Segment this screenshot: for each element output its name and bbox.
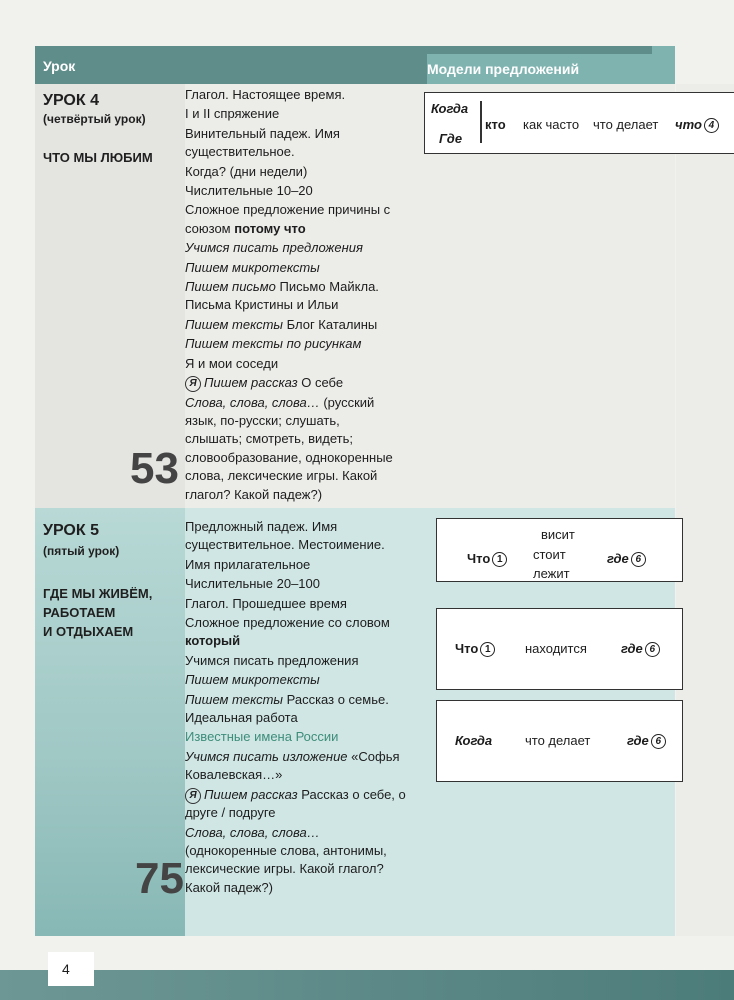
lesson-5-page-number: 75 [135, 854, 184, 903]
case-6-icon: 6 [645, 642, 660, 657]
model-how-often: как часто [523, 117, 580, 132]
content-line: Глагол. Настоящее время. [185, 87, 346, 102]
model-verb-lies: лежит [533, 566, 570, 581]
model-divider [480, 101, 482, 143]
content-line: Слова, слова, слова… (однокоренные слова, антонимы, лексические игры. Какой глагол? Какой падеж?) [185, 824, 387, 895]
content-line: Пишем тексты Блог Каталины [185, 316, 378, 332]
content-line: Я Пишем рассказ Рассказ о себе, о друге / подруге [185, 786, 406, 821]
model-does-what: что делает [593, 117, 659, 132]
content-line: Сложное предложение со словом который [185, 615, 390, 649]
model-what: Что 1 [455, 641, 495, 657]
content-line: Сложное предложение причины с союзом потому что [185, 202, 391, 236]
lesson-5-sentence-model-1 [436, 518, 683, 582]
header-models-label: Модели предложений [427, 61, 580, 77]
page-footer-bar [0, 970, 734, 1000]
content-line: Пишем тексты по рисункам [185, 336, 362, 352]
lesson-4-subtitle: (четвёртый урок) [43, 112, 146, 126]
content-line: Я и мои соседи [185, 355, 279, 371]
content-line: Числительные 20–100 [185, 576, 320, 592]
lesson-4-page-number: 53 [130, 444, 179, 493]
content-line: Пишем тексты Рассказ о семье. Идеальная работа [185, 691, 389, 726]
content-line: I и II спряжение [185, 106, 280, 122]
lesson-5-sentence-model-3 [436, 700, 683, 782]
self-icon: Я [185, 376, 201, 392]
content-line: Имя прилагательное [185, 556, 311, 572]
case-1-icon: 1 [492, 552, 507, 567]
lesson-5-subtitle: (пятый урок) [43, 544, 120, 558]
adjacent-page-edge [676, 84, 734, 936]
lesson-5-theme: ГДЕ МЫ ЖИВЁМ, РАБОТАЕМ И ОТДЫХАЕМ [43, 586, 153, 639]
case-1-icon: 1 [480, 642, 495, 657]
model-where: где 6 [627, 733, 666, 749]
model-what: что 4 [675, 117, 719, 133]
model-when: Когда [431, 101, 469, 116]
model-where: Где [439, 131, 463, 146]
lesson-4-theme: ЧТО МЫ ЛЮБИМ [43, 150, 153, 165]
content-line: Предложный падеж. Имя существительное. Местоимение. [185, 519, 385, 553]
page-number: 4 [48, 952, 94, 986]
content-line: Пишем микротексты [185, 672, 320, 688]
content-line: Винительный падеж. Имя существительное. [185, 125, 340, 160]
model-what: Что 1 [467, 551, 507, 567]
model-where: где 6 [621, 641, 660, 657]
content-line: Известные имена России [185, 729, 339, 745]
case-6-icon: 6 [651, 734, 666, 749]
lesson-5-sentence-model-2 [436, 608, 683, 690]
model-verb-hangs: висит [541, 527, 575, 542]
lesson-4-sentence-model [424, 92, 734, 154]
lesson-4-title: УРОК 4 [43, 92, 99, 109]
header-edge [652, 46, 675, 84]
content-line: Учимся писать предложения [185, 652, 359, 668]
content-line: Числительные 10–20 [185, 183, 313, 199]
case-6-icon: 6 [631, 552, 646, 567]
lesson-5-content [185, 518, 410, 898]
content-line: Пишем микротексты [185, 259, 320, 275]
content-line: Пишем письмо Письмо Майкла. Письма Кристины и Ильи [185, 279, 379, 313]
content-line: Учимся писать предложения [185, 240, 363, 256]
lesson-5-title: УРОК 5 [43, 522, 99, 539]
model-verb-does: что делает [525, 733, 591, 748]
self-icon: Я [185, 788, 201, 804]
content-line: Слова, слова, слова… (русский язык, по-русски; слушать, слышать; смотреть, видеть; словообразование, однокоренные слова, лексические игры. Какой глагол? Какой падеж?) [185, 394, 393, 502]
content-line: Глагол. Прошедшее время [185, 595, 347, 611]
header-lesson-label: Урок [43, 58, 76, 74]
header-models-cell [427, 54, 652, 84]
lesson-4-content [185, 86, 400, 505]
case-4-icon: 4 [704, 118, 719, 133]
table-header [35, 46, 675, 84]
content-line: Я Пишем рассказ О себе [185, 374, 400, 392]
content-line: Учимся писать изложение «Софья Ковалевская…» [185, 748, 400, 783]
model-where: где 6 [607, 551, 646, 567]
model-who: кто [485, 117, 506, 132]
model-verb-located: находится [525, 641, 587, 656]
model-verb-stands: стоит [533, 547, 566, 562]
model-when: Когда [455, 733, 493, 748]
content-line: Когда? (дни недели) [185, 163, 308, 179]
